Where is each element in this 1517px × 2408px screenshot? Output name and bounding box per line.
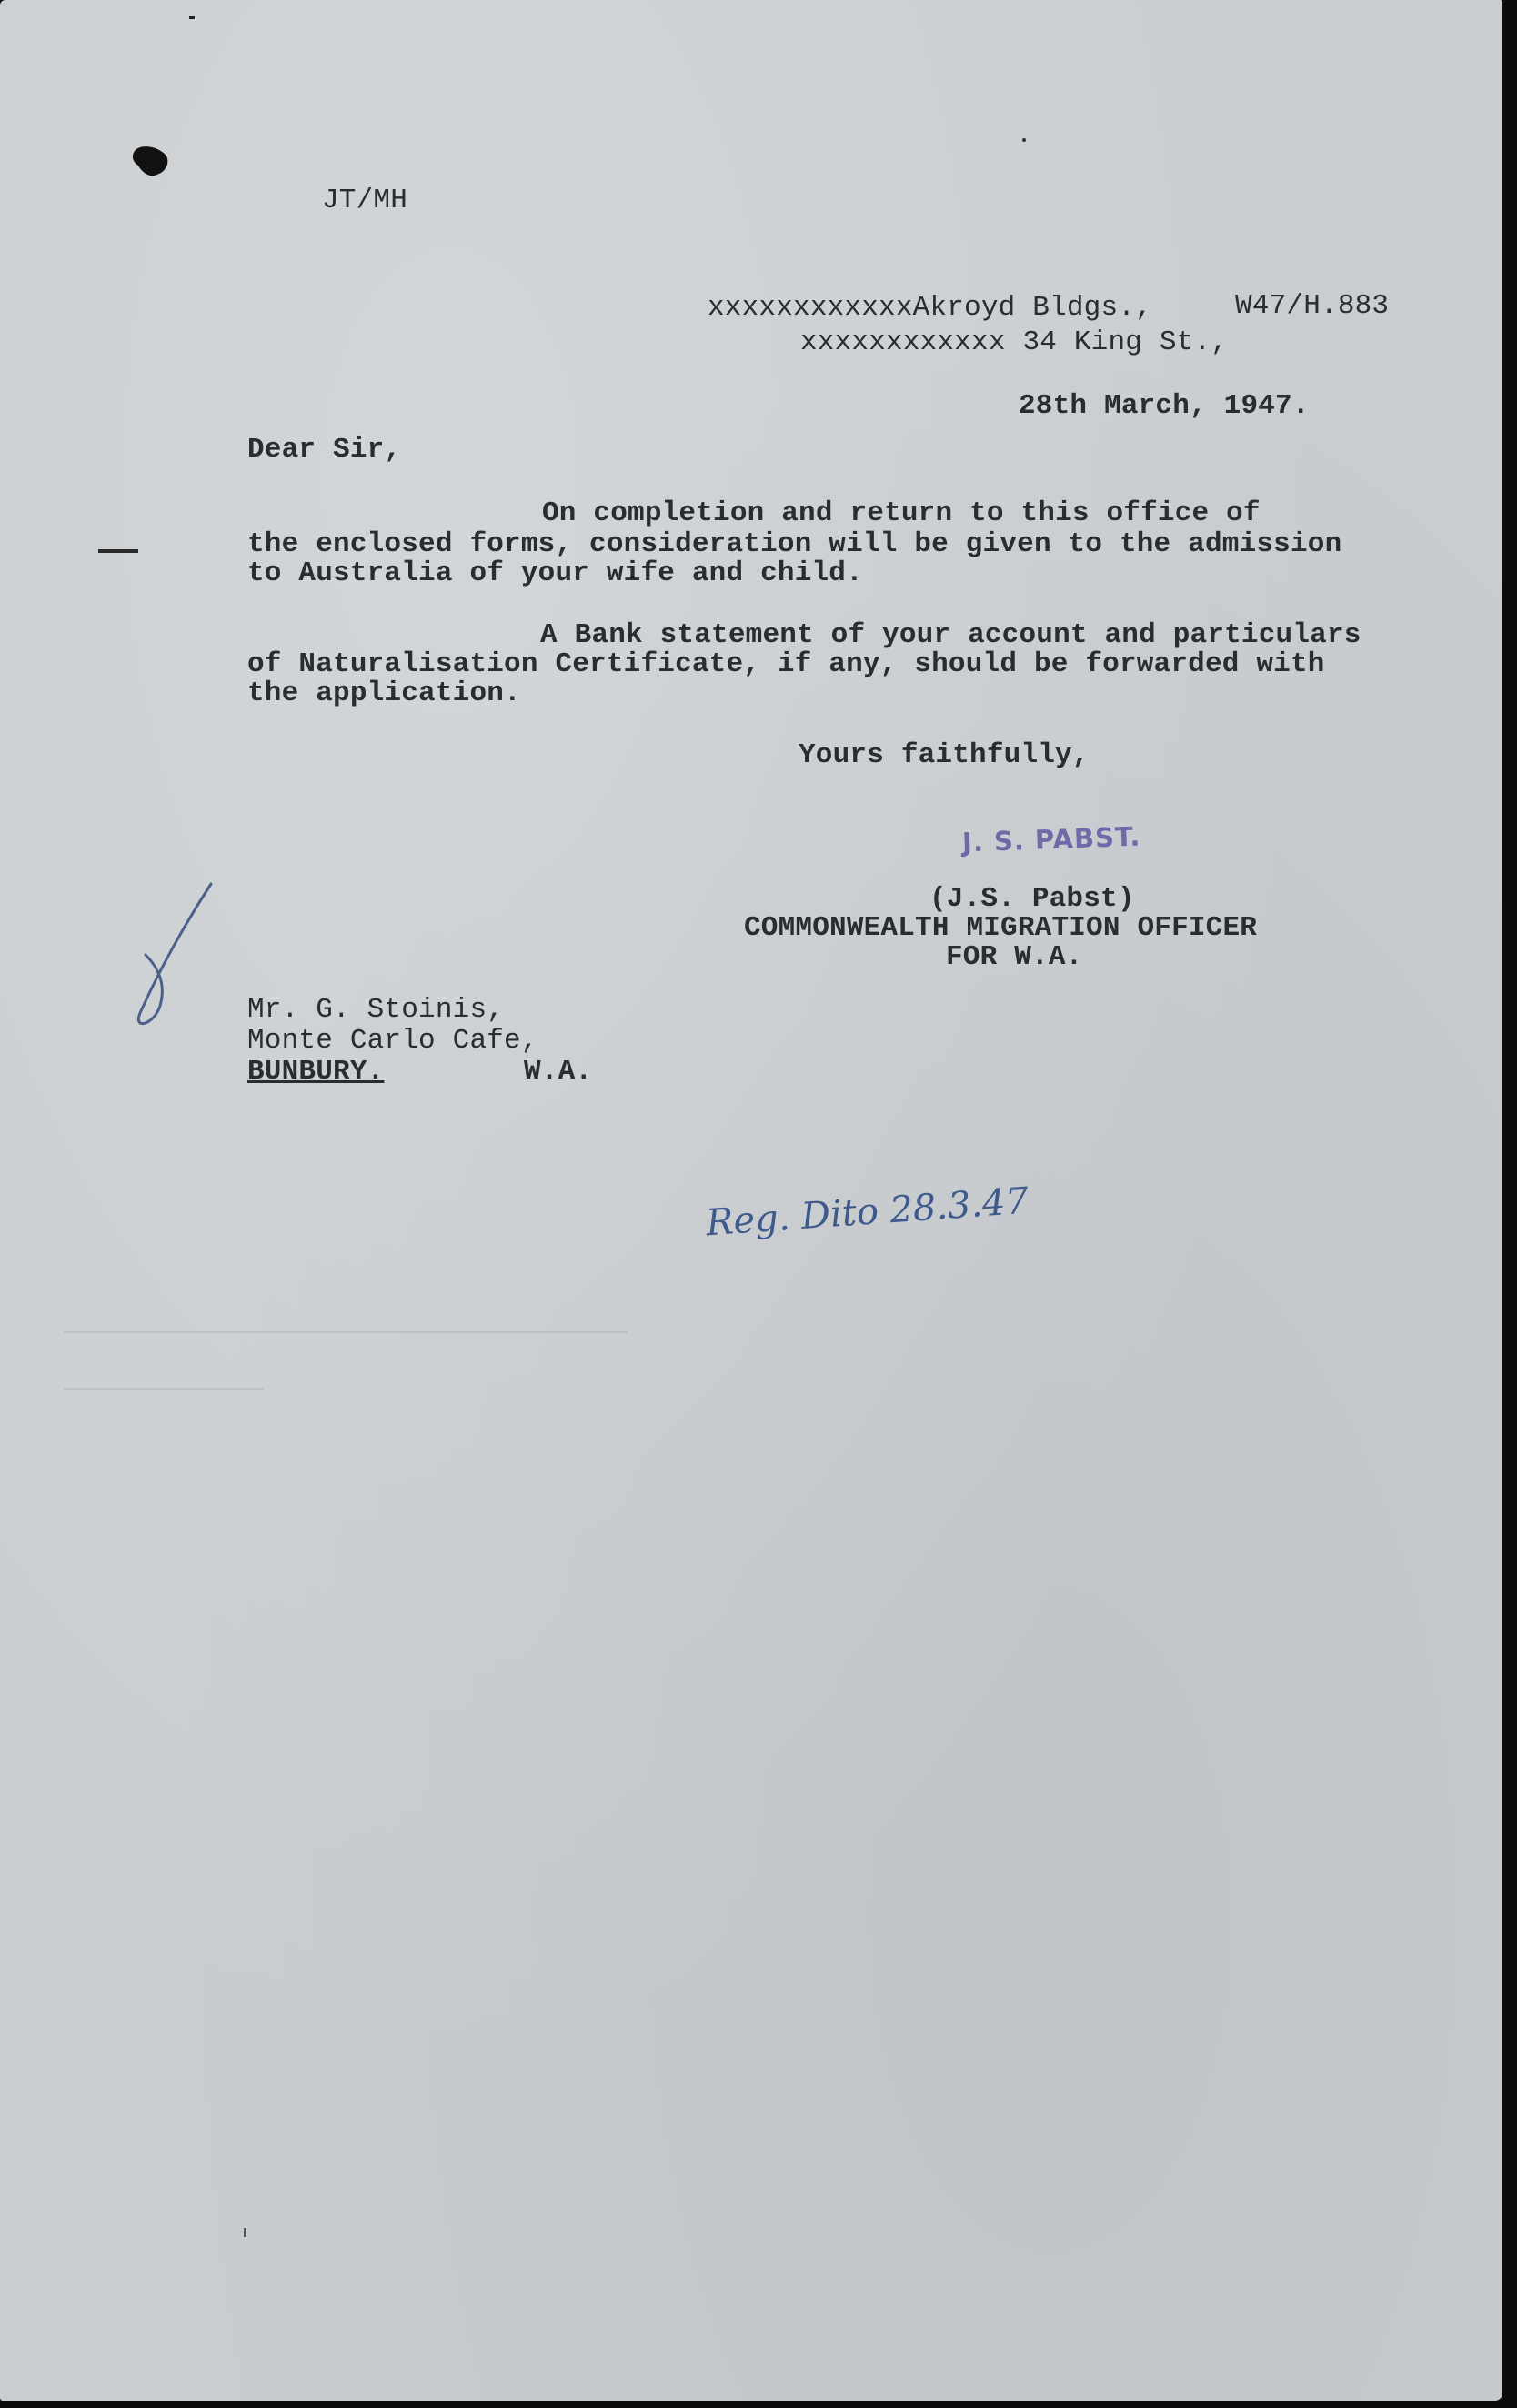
recipient-state: W.A. xyxy=(524,1056,593,1088)
paper-speck xyxy=(189,16,195,19)
signatory-title-2: FOR W.A. xyxy=(946,941,1083,973)
recipient-business: Monte Carlo Cafe, xyxy=(247,1025,538,1057)
handwritten-annotation: Reg. Dito 28.3.47 xyxy=(704,1179,1030,1245)
signatory-name: (J.S. Pabst) xyxy=(929,883,1135,915)
ink-blot xyxy=(129,142,175,182)
reference-initials: JT/MH xyxy=(322,185,408,216)
paragraph-1-line-1: On completion and return to this office of xyxy=(542,497,1261,529)
address-line-2: xxxxxxxxxxxx 34 King St., xyxy=(800,326,1229,358)
paragraph-1-line-2: the enclosed forms, consideration will be given to the admission xyxy=(247,528,1342,560)
recipient-town: BUNBURY. xyxy=(247,1056,385,1088)
margin-dash xyxy=(98,549,138,553)
faint-rule xyxy=(64,1388,264,1390)
closing: Yours faithfully, xyxy=(799,739,1090,771)
paragraph-1-line-3: to Australia of your wife and child. xyxy=(247,557,863,589)
recipient-name: Mr. G. Stoinis, xyxy=(247,994,505,1026)
salutation: Dear Sir, xyxy=(247,434,402,466)
address-line-1: xxxxxxxxxxxxAkroyd Bldgs., xyxy=(708,292,1152,324)
paragraph-2-line-3: the application. xyxy=(247,677,521,709)
handwritten-margin-mark xyxy=(127,878,218,1042)
paper-speck xyxy=(1022,138,1026,142)
signatory-title-1: COMMONWEALTH MIGRATION OFFICER xyxy=(744,912,1258,944)
letter-date: 28th March, 1947. xyxy=(1019,390,1310,422)
paragraph-2-line-2: of Naturalisation Certificate, if any, should be forwarded with xyxy=(247,648,1325,680)
paragraph-2-line-1: A Bank statement of your account and particulars xyxy=(540,619,1361,651)
paper-speck xyxy=(244,2228,246,2237)
signature-stamp: J. S. PABST. xyxy=(961,820,1141,858)
faint-rule xyxy=(64,1331,628,1333)
file-reference: W47/H.883 xyxy=(1235,290,1390,322)
